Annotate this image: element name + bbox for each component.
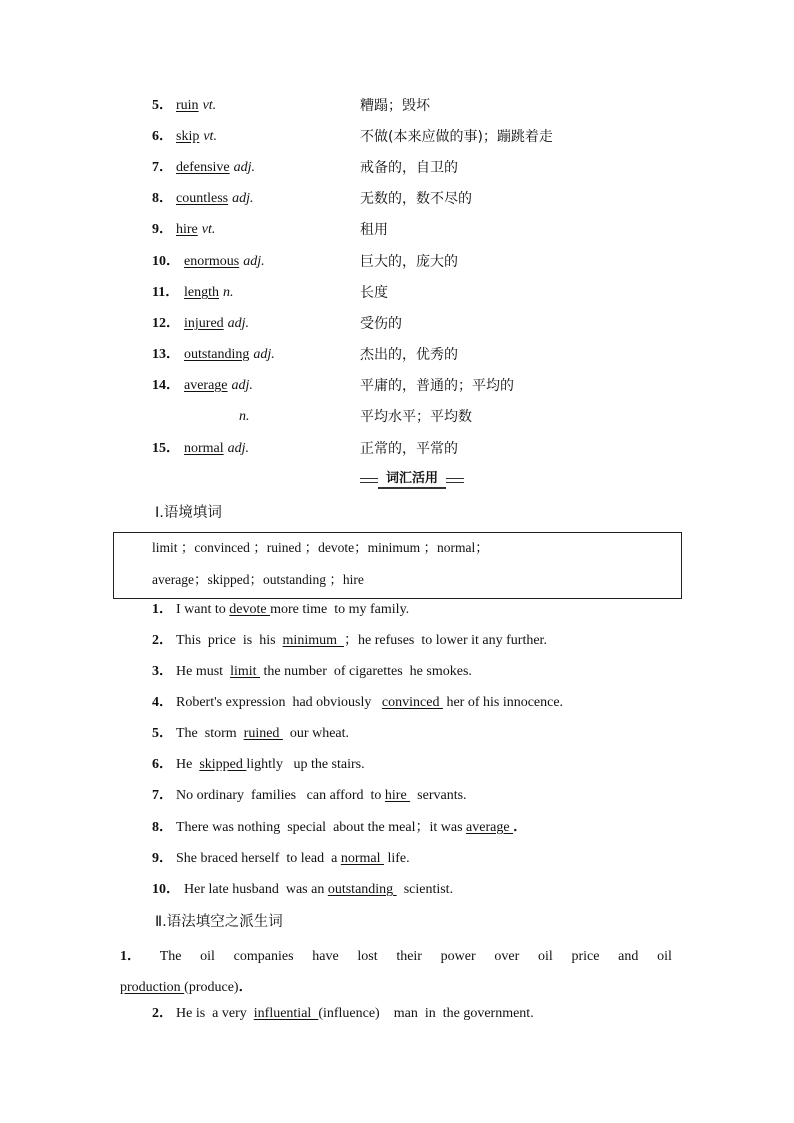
question-1-word: power [440,949,476,964]
exercise-row [0,599,794,621]
vocab-meaning: 戒备的，自卫的 [360,160,458,176]
exercise-answer: outstanding [327,882,397,897]
exercise-number: 4． [152,695,173,710]
exercise-number: 3． [152,664,173,679]
word-bank-line-2: average；skipped；outstanding ；hire [152,572,364,587]
vocab-word-group [176,188,254,210]
question-1-word: and [618,949,639,964]
question-1-word: have [312,949,339,964]
exercise-row [0,754,794,776]
vocab-word: normal [184,441,224,456]
exercise-answer: ruined [243,726,283,741]
vocab-word-group [184,313,249,335]
vocab-meaning: 受伤的 [360,316,402,332]
question-1-answer: production [120,980,185,995]
exercise-answer: limit [230,664,261,679]
question-1-word: companies [233,949,294,964]
vocab-word: ruin [176,98,199,113]
exercise-text-before: Her late husband was an [184,882,328,897]
derivative-question-2 [0,1003,794,1025]
exercise-sentence [176,785,467,807]
question-1-word: oil [537,949,553,964]
vocab-part-of-speech: adj. [243,254,265,269]
question-2-before: He is a very [176,1006,254,1021]
exercise-text-after: ． [513,820,528,835]
vocab-word: enormous [184,254,240,269]
vocab-row [0,375,794,397]
exercise-text-after: our wheat. [282,726,350,741]
section1-heading: Ⅰ.语境填词 [155,505,222,521]
exercise-text-before: He [176,757,200,772]
vocab-number: 12． [152,316,180,331]
exercise-text-after: lightly up the stairs. [246,757,365,772]
question-2-hint: (influence) [318,1006,380,1021]
exercise-number: 2． [152,633,173,648]
exercise-text-after: life. [383,851,410,866]
vocab-row [0,219,794,241]
vocab-number: 14． [152,378,180,393]
vocab-part-of-speech: adj. [227,316,250,331]
vocab-row [0,126,794,148]
exercise-answer: normal [340,851,384,866]
exercise-number: 1． [152,602,173,617]
exercise-text-before: Robert's expression had obviously [176,695,382,710]
question-1-end: ． [238,980,253,995]
exercise-row [0,630,794,652]
exercise-sentence [184,879,453,901]
vocab-part-of-speech: adj. [253,347,275,362]
vocab-number: 9． [152,222,173,237]
vocab-word-group [184,344,275,366]
exercise-text-after: servants. [410,788,467,803]
vocab-word: length [184,285,219,300]
vocab-row [0,344,794,366]
vocab-word: countless [176,191,229,206]
section2-heading: Ⅱ.语法填空之派生词 [155,914,283,930]
vocab-word-group [184,251,265,273]
question-2-text [176,1003,534,1025]
vocab-word: outstanding [184,347,250,362]
question-1-word: their [396,949,422,964]
vocab-word: skip [176,129,200,144]
vocab-row [0,188,794,210]
question-1-number: 1． [120,949,141,964]
question-1-line-1 [120,941,672,972]
question-2-number: 2． [152,1006,173,1021]
exercise-number: 9． [152,851,173,866]
banner-right-bar [446,478,464,483]
exercise-number: 10． [152,882,180,897]
exercise-sentence [176,754,365,776]
question-1-word: The [159,949,182,964]
vocab-meaning: 长度 [360,285,388,301]
question-1-word: oil [200,949,215,964]
vocab-part-of-speech: n. [223,285,234,300]
exercise-text-after: more time to my family. [270,602,410,617]
question-1-line-2 [120,972,672,1003]
word-bank-box [113,532,682,599]
vocab-meaning: 巨大的，庞大的 [360,254,458,270]
exercise-number: 6． [152,757,173,772]
vocab-word-group [176,95,216,117]
question-1-hint: (produce) [184,980,239,995]
exercise-answer: average [466,820,514,835]
vocab-row [0,313,794,335]
exercise-number: 7． [152,788,173,803]
exercise-text-before: No ordinary families can afford to [176,788,385,803]
vocab-row [0,282,794,304]
exercise-text-after: ；he refuses to lower it any further. [344,633,547,648]
question-2-after: man in the government. [379,1006,534,1021]
banner-left-bar [360,478,378,483]
vocab-row [0,406,794,428]
section-banner [360,471,464,487]
exercise-text-before: The storm [176,726,244,741]
vocab-number: 15． [152,441,180,456]
vocab-word-group [176,157,255,179]
vocab-word: defensive [176,160,230,175]
vocab-word: average [184,378,228,393]
vocab-meaning: 糟蹋；毁坏 [360,98,430,114]
exercise-text-after: the number of cigarettes he smokes. [260,664,472,679]
exercise-row [0,879,794,901]
banner-title: 词汇活用 [378,471,446,489]
vocab-part-of-speech: n. [239,409,250,424]
exercise-sentence [176,599,409,621]
vocab-row [0,157,794,179]
exercise-row [0,817,794,839]
vocab-meaning: 平庸的，普通的；平均的 [360,378,514,394]
exercise-sentence [176,630,547,652]
exercise-text-before: I want to [176,602,230,617]
vocab-number: 8． [152,191,173,206]
vocab-row [0,95,794,117]
exercise-sentence [176,848,410,870]
exercise-row [0,785,794,807]
question-1-word: over [494,949,520,964]
vocab-meaning: 平均水平；平均数 [360,409,472,425]
vocab-word-group [176,126,217,148]
exercise-row [0,661,794,683]
vocab-number: 13． [152,347,180,362]
vocab-number: 11． [152,285,180,300]
question-1-word: oil [657,949,672,964]
vocab-part-of-speech: vt. [201,222,216,237]
vocab-word: hire [176,222,198,237]
vocab-row [0,438,794,460]
exercise-text-before: There was nothing special about the meal；it was [176,820,467,835]
exercise-sentence [176,723,349,745]
exercise-answer: minimum [282,633,344,648]
vocab-meaning: 无数的，数不尽的 [360,191,472,207]
vocab-word-group [184,375,253,397]
vocab-number: 5． [152,98,173,113]
vocab-part-of-speech: adj. [231,378,253,393]
question-1-word: price [571,949,600,964]
exercise-number: 8． [152,820,173,835]
vocab-meaning: 杰出的，优秀的 [360,347,458,363]
exercise-sentence [176,692,563,714]
exercise-answer: hire [384,788,411,803]
exercise-sentence [176,661,472,683]
vocab-number: 10． [152,254,180,269]
vocab-meaning: 不做(本来应做的事)；蹦跳着走 [360,129,553,145]
exercise-text-after: scientist. [396,882,454,897]
vocab-number: 6． [152,129,173,144]
exercise-row [0,848,794,870]
exercise-answer: skipped [199,757,247,772]
vocab-part-of-speech: vt. [203,129,217,144]
derivative-question-1 [120,941,672,1003]
question-1-word: lost [357,949,378,964]
exercise-text-after: her of his innocence. [442,695,564,710]
vocab-part-of-speech: vt. [202,98,217,113]
vocab-word: injured [184,316,224,331]
vocab-part-of-speech: adj. [233,160,256,175]
exercise-answer: devote [229,602,271,617]
exercise-text-before: She braced herself to lead a [176,851,341,866]
vocab-meaning: 租用 [360,222,388,238]
vocab-number: 7． [152,160,173,175]
vocab-part-of-speech: adj. [232,191,254,206]
vocab-row [0,251,794,273]
exercise-text-before: He must [176,664,231,679]
vocab-part-of-speech: adj. [227,441,250,456]
vocab-meaning: 正常的，平常的 [360,441,458,457]
vocab-word-group [176,219,215,241]
question-2-answer: influential [253,1006,319,1021]
vocab-word-group [184,438,249,460]
exercise-row [0,692,794,714]
vocab-word-group [184,282,234,304]
exercise-row [0,723,794,745]
word-bank-line-1: limit ；convinced ；ruined ；devote；minimum ；normal； [152,540,489,555]
exercise-answer: convinced [381,695,443,710]
exercise-sentence [176,817,527,839]
exercise-number: 5． [152,726,173,741]
exercise-text-before: This price is his [176,633,283,648]
